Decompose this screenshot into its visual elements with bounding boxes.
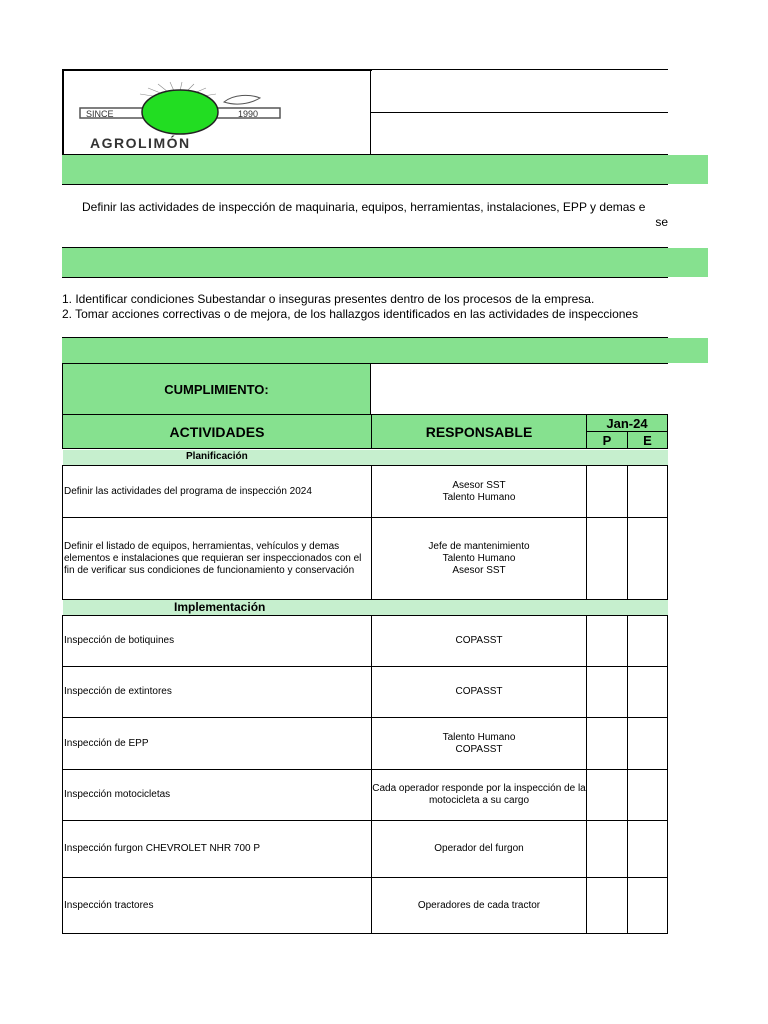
band1-bottom-line — [62, 184, 668, 185]
table-row-responsible — [371, 517, 587, 600]
section-band-goals — [62, 248, 708, 277]
table-row-activity — [62, 465, 372, 518]
activity-text: Inspección motocicletas — [64, 789, 171, 800]
planned-cell[interactable] — [586, 666, 628, 718]
executed-cell[interactable] — [627, 465, 668, 518]
goal-1: 1. Identificar condiciones Subestandar o inseguras presentes dentro de los procesos de la empresa. — [62, 292, 595, 306]
activities-header-label: ACTIVIDADES — [169, 423, 265, 440]
section-header-planificacion — [63, 450, 668, 465]
planned-cell[interactable] — [586, 517, 628, 600]
objective-text — [62, 200, 668, 236]
responsible-text: COPASST — [455, 686, 503, 697]
header-mid-line — [370, 112, 668, 113]
executed-cell[interactable] — [627, 666, 668, 718]
activity-text: Inspección de extintores — [64, 686, 172, 697]
header-top-border-bold — [62, 69, 372, 71]
executed-header — [627, 431, 668, 449]
table-row-activity — [62, 517, 372, 600]
table-row-activity — [62, 877, 372, 934]
logo-year: 1990 — [238, 109, 259, 119]
responsible-text: Cada operador responde por la inspección de la motocicleta a su cargo — [372, 783, 586, 806]
month-label: Jan-24 — [606, 415, 648, 431]
responsible-text: Talento Humano COPASST — [442, 731, 516, 755]
executed-cell[interactable] — [627, 877, 668, 934]
goals-text — [62, 292, 668, 324]
planned-cell[interactable] — [586, 769, 628, 821]
table-row-activity — [62, 820, 372, 878]
logo-since: SINCE — [86, 109, 114, 119]
executed-cell[interactable] — [627, 820, 668, 878]
header-left-border — [62, 69, 64, 155]
table-row-responsible — [371, 877, 587, 934]
activity-text: Inspección de EPP — [64, 737, 149, 749]
activity-text: Inspección de botiquines — [64, 635, 175, 646]
logo-brand: AGROLIMÓN — [90, 135, 191, 151]
objective-line-2: se — [655, 215, 668, 229]
responsible-text: Asesor SST Talento Humano — [442, 479, 516, 503]
cumplimiento-value-cell[interactable] — [371, 364, 668, 414]
activity-text: Inspección furgon CHEVROLET NHR 700 P — [64, 843, 261, 854]
planned-cell[interactable] — [586, 877, 628, 934]
executed-cell[interactable] — [627, 615, 668, 667]
executed-cell[interactable] — [627, 717, 668, 770]
section-title-implementacion: Implementación — [174, 600, 266, 614]
activity-text: Definir las actividades del programa de inspección 2024 — [64, 485, 312, 497]
planned-header — [586, 431, 628, 449]
section-title-planificacion: Planificación — [186, 451, 248, 462]
section-band-cumplimiento — [62, 338, 708, 363]
activities-header — [62, 414, 372, 449]
table-row-activity — [62, 666, 372, 718]
band2-bottom-line — [62, 277, 668, 278]
table-row-activity — [62, 615, 372, 667]
table-row-responsible — [371, 465, 587, 518]
planned-cell[interactable] — [586, 717, 628, 770]
planned-cell[interactable] — [586, 820, 628, 878]
company-logo — [78, 80, 288, 152]
table-row-responsible — [371, 769, 587, 821]
planned-label: P — [602, 432, 612, 448]
responsible-text: Jefe de mantenimiento Talento Humano Asesor SST — [428, 540, 530, 576]
table-row-activity — [62, 717, 372, 770]
section-band-objective — [62, 155, 708, 184]
cumplimiento-label: CUMPLIMIENTO: — [164, 381, 269, 397]
planned-cell[interactable] — [586, 465, 628, 518]
goal-2: 2. Tomar acciones correctivas o de mejora, de los hallazgos identificados en las actividades de inspecciones — [62, 307, 639, 321]
responsible-header — [371, 414, 587, 449]
executed-cell[interactable] — [627, 769, 668, 821]
executed-label: E — [643, 432, 652, 448]
activity-text: Inspección tractores — [64, 899, 154, 911]
responsible-text: Operador del furgon — [434, 843, 524, 854]
planned-cell[interactable] — [586, 615, 628, 667]
activity-text: Definir el listado de equipos, herramientas, vehículos y demas elementos e instalaciones que requieran ser inspeccionados con el fin de verificar sus condiciones de funcionamiento y conservación — [64, 540, 362, 576]
section-header-implementacion — [63, 600, 668, 615]
executed-cell[interactable] — [627, 517, 668, 600]
responsible-header-label: RESPONSABLE — [425, 423, 533, 440]
responsible-text: COPASST — [455, 635, 503, 646]
month-header — [586, 414, 668, 432]
table-row-responsible — [371, 615, 587, 667]
table-row-responsible — [371, 666, 587, 718]
table-row-responsible — [371, 820, 587, 878]
table-row-responsible — [371, 717, 587, 770]
table-row-activity — [62, 769, 372, 821]
logo-graphic — [78, 80, 288, 152]
responsible-text: Operadores de cada tractor — [417, 899, 541, 911]
cumplimiento-label-cell — [62, 364, 371, 414]
objective-line-1: Definir las actividades de inspección de maquinaria, equipos, herramientas, instalaciones, EPP y demas e — [82, 200, 646, 214]
